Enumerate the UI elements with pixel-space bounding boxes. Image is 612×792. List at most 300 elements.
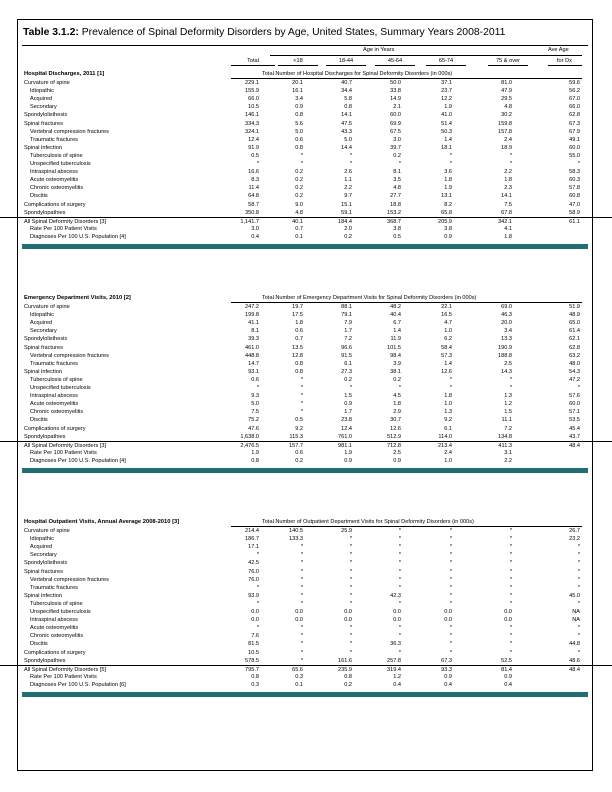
cell-under18: 65.6 <box>292 666 303 673</box>
row-label: Spondylolisthesis <box>24 560 68 567</box>
table-row <box>0 128 612 136</box>
cell-age-75-over: * <box>509 568 512 575</box>
cell-under18: 0.7 <box>295 225 303 232</box>
section-subtitle: Total Number of Hospital Discharges for Spinal Deformity Disorders (in 000s) <box>262 71 453 77</box>
cell-under18: 140.5 <box>289 528 303 534</box>
cell-age-75-over: 2.2 <box>504 457 512 464</box>
cell-under18: 0.3 <box>295 673 303 680</box>
cell-age-18-44: 184.4 <box>338 218 352 225</box>
cell-age-75-over: 1.3 <box>504 393 512 400</box>
row-label: Diagnoses Per 100 U.S. Population [4] <box>30 233 126 240</box>
cell-age-65-74: * <box>449 633 452 640</box>
col-rule-18-44 <box>326 65 366 66</box>
cell-under18: 17.5 <box>292 312 303 319</box>
cell-ave-age: 44.8 <box>569 641 580 648</box>
table-row <box>0 608 612 616</box>
cell-age-18-44: 5.0 <box>344 136 352 143</box>
cell-age-75-over: 1.5 <box>504 409 512 416</box>
row-label: Discitis <box>30 193 48 200</box>
row-label: Acquired <box>30 320 53 327</box>
cell-age-18-44: 91.5 <box>341 352 352 359</box>
table-row <box>0 600 612 608</box>
cell-under18: * <box>300 576 303 583</box>
row-label: Discitis <box>30 641 48 648</box>
table-row <box>0 160 612 168</box>
cell-under18: 40.1 <box>292 218 303 225</box>
cell-age-75-over: * <box>509 641 512 648</box>
cell-under18: 0.1 <box>295 681 303 688</box>
row-label: Discitis <box>30 417 48 424</box>
cell-under18: 0.0 <box>295 617 303 624</box>
cell-age-18-44: * <box>349 625 352 632</box>
cell-age-65-74: 22.1 <box>441 304 452 310</box>
cell-ave-age: * <box>577 568 580 575</box>
cell-age-65-74: 51.4 <box>441 120 452 127</box>
cell-age-65-74: 37.1 <box>441 80 452 86</box>
table-row <box>0 233 612 241</box>
cell-age-75-over: 81.0 <box>501 80 512 86</box>
cell-total: 7.5 <box>251 409 259 416</box>
row-label: Spondylopathies <box>24 657 66 664</box>
cell-age-18-44: 0.8 <box>344 673 352 680</box>
table-row <box>0 136 612 144</box>
row-label: Spinal infection <box>24 592 62 599</box>
cell-ave-age: 45.0 <box>569 592 580 599</box>
cell-age-65-74: 0.0 <box>444 609 452 615</box>
cell-ave-age: * <box>577 576 580 583</box>
cell-age-18-44: 981.1 <box>338 442 352 449</box>
cell-under18: 1.8 <box>295 320 303 327</box>
cell-ave-age: 26.7 <box>569 528 580 534</box>
section-divider-band <box>22 692 588 697</box>
table-row <box>0 673 612 681</box>
row-label: Rate Per 100 Patient Visits <box>30 449 97 456</box>
row-label: Acquired <box>30 96 53 103</box>
cell-total: 9.3 <box>251 393 259 400</box>
cell-age-45-64: 38.1 <box>390 368 401 375</box>
cell-age-65-74: 1.8 <box>444 177 452 184</box>
cell-under18: 0.8 <box>295 368 303 375</box>
row-label: Acute osteomyelitis <box>30 401 79 408</box>
cell-under18: 9.2 <box>295 425 303 432</box>
section-title: Emergency Department Visits, 2010 [2] <box>24 295 131 301</box>
row-label: Unspecified tuberculosis <box>30 161 91 167</box>
cell-total: 93.9 <box>248 592 259 599</box>
cell-age-75-over: 134.8 <box>498 433 512 440</box>
cell-age-45-64: * <box>398 649 401 656</box>
cell-ave-age: 23.2 <box>569 536 580 543</box>
cell-age-18-44: 0.0 <box>344 609 352 615</box>
cell-age-75-over: 46.3 <box>501 312 512 319</box>
cell-age-18-44: 14.1 <box>341 112 352 119</box>
cell-age-18-44: * <box>349 152 352 159</box>
table-row <box>0 408 612 416</box>
row-label: Chronic osteomyelitis <box>30 409 84 416</box>
cell-age-45-64: 8.1 <box>393 169 401 176</box>
cell-age-18-44: 79.1 <box>341 312 352 319</box>
cell-age-65-74: 58.4 <box>441 344 452 351</box>
cell-age-18-44: 25.9 <box>341 528 352 534</box>
cell-age-18-44: 1.7 <box>344 409 352 416</box>
cell-age-65-74: 18.1 <box>441 144 452 151</box>
cell-under18: * <box>300 625 303 632</box>
cell-age-18-44: 2.0 <box>344 225 352 232</box>
cell-age-65-74: 1.9 <box>444 104 452 111</box>
col-header-65-74: 65-74 <box>438 58 454 64</box>
row-label: Secondary <box>30 552 57 559</box>
row-label: Unspecified tuberculosis <box>30 385 91 391</box>
cell-total: 247.2 <box>245 304 259 310</box>
cell-total: 14.7 <box>248 360 259 367</box>
cell-age-65-74: 23.7 <box>441 88 452 95</box>
col-header-18-44: 18-44 <box>338 58 354 64</box>
cell-age-18-44: * <box>349 560 352 567</box>
cell-under18: * <box>300 600 303 607</box>
cell-ave-age: 53.5 <box>569 417 580 424</box>
cell-age-65-74: * <box>449 536 452 543</box>
cell-age-45-64: 67.5 <box>390 128 401 135</box>
cell-age-45-64: 27.7 <box>390 193 401 200</box>
row-label: Complications of surgery <box>24 425 86 432</box>
row-label: Traumatic fractures <box>30 584 78 591</box>
cell-age-45-64: 50.0 <box>390 80 401 86</box>
cell-age-45-64: 18.8 <box>390 201 401 208</box>
row-label: Traumatic fractures <box>30 360 78 367</box>
cell-under18: 0.2 <box>295 185 303 192</box>
cell-ave-age: * <box>577 600 580 607</box>
table-row <box>0 416 612 424</box>
cell-age-45-64: 36.3 <box>390 641 401 648</box>
table-number: Table 3.1.2: <box>23 27 79 38</box>
cell-ave-age: 45.4 <box>569 425 580 432</box>
cell-age-18-44: * <box>349 649 352 656</box>
table-row <box>0 568 612 576</box>
cell-age-75-over: * <box>509 584 512 591</box>
cell-age-75-over: * <box>509 600 512 607</box>
cell-age-18-44: 96.6 <box>341 344 352 351</box>
cell-age-65-74: 1.4 <box>444 360 452 367</box>
table-row <box>0 319 612 327</box>
cell-under18: 13.5 <box>292 344 303 351</box>
cell-age-18-44: * <box>349 592 352 599</box>
cell-total: 0.5 <box>251 152 259 159</box>
cell-age-75-over: * <box>509 536 512 543</box>
cell-age-45-64: 30.7 <box>390 417 401 424</box>
cell-ave-age: 67.3 <box>569 120 580 127</box>
cell-age-18-44: 9.7 <box>344 193 352 200</box>
cell-age-65-74: 50.3 <box>441 128 452 135</box>
cell-under18: 0.6 <box>295 328 303 335</box>
row-label: Curvature of spine <box>24 304 70 310</box>
cell-age-75-over: 3.4 <box>504 328 512 335</box>
cell-total: 17.1 <box>248 544 259 551</box>
row-label: Intraspinal abscess <box>30 393 78 400</box>
cell-age-65-74: * <box>449 552 452 559</box>
col-rule-under18 <box>278 65 318 66</box>
cell-total: 10.5 <box>248 649 259 656</box>
table-row <box>0 551 612 559</box>
table-row <box>0 368 612 376</box>
cell-ave-age: 55.0 <box>569 152 580 159</box>
cell-under18: 4.8 <box>295 209 303 216</box>
table-row <box>0 144 612 152</box>
cell-age-65-74: 0.9 <box>444 673 452 680</box>
row-label: Intraspinal abscess <box>30 617 78 624</box>
cell-age-45-64: 368.7 <box>387 218 401 225</box>
cell-age-18-44: 1.7 <box>344 328 352 335</box>
cell-under18: 0.2 <box>295 177 303 184</box>
row-label: Idiopathic <box>30 536 54 543</box>
cell-age-75-over: * <box>509 576 512 583</box>
row-label: Rate Per 100 Patient Visits <box>30 225 97 232</box>
cell-ave-age: * <box>577 161 580 167</box>
cell-age-75-over: * <box>509 385 512 391</box>
cell-age-45-64: * <box>398 600 401 607</box>
table-row <box>0 392 612 400</box>
cell-total: 0.6 <box>251 376 259 383</box>
cell-under18: 0.8 <box>295 112 303 119</box>
cell-total: * <box>256 584 259 591</box>
cell-total: 1,141.7 <box>240 218 259 225</box>
cell-age-45-64: 153.2 <box>387 209 401 216</box>
cell-total: 3.0 <box>251 225 259 232</box>
cell-age-18-44: * <box>349 552 352 559</box>
col-rule-75-over <box>488 65 528 66</box>
cell-age-75-over: 69.0 <box>501 304 512 310</box>
cell-age-45-64: 512.9 <box>387 433 401 440</box>
cell-age-18-44: * <box>349 641 352 648</box>
cell-age-45-64: 0.5 <box>393 233 401 240</box>
row-label: All Spinal Deformity Disorders [3] <box>24 218 107 225</box>
cell-age-75-over: 4.8 <box>504 104 512 111</box>
cell-age-75-over: 190.9 <box>498 344 512 351</box>
table-row <box>0 449 612 457</box>
cell-age-18-44: 5.8 <box>344 96 352 103</box>
cell-age-75-over: 67.8 <box>501 209 512 216</box>
cell-age-45-64: * <box>398 528 401 534</box>
table-row <box>0 311 612 319</box>
col-header-45-64: 45-64 <box>387 58 403 64</box>
cell-age-65-74: 3.6 <box>444 169 452 176</box>
section-title: Hospital Outpatient Visits, Annual Average 2008-2010 [3] <box>24 519 180 525</box>
cell-age-18-44: 7.2 <box>344 336 352 343</box>
row-label: Intraspinal abscess <box>30 169 78 176</box>
cell-age-45-64: 39.7 <box>390 144 401 151</box>
cell-age-65-74: 41.0 <box>441 112 452 119</box>
cell-age-75-over: 14.3 <box>501 368 512 375</box>
cell-age-75-over: * <box>509 161 512 167</box>
cell-total: 2,476.5 <box>240 442 259 449</box>
col-rule-45-64 <box>375 65 415 66</box>
total-row <box>0 217 612 225</box>
table-row <box>0 576 612 584</box>
cell-age-65-74: * <box>449 584 452 591</box>
cell-age-45-64: 101.5 <box>387 344 401 351</box>
cell-ave-age: 63.2 <box>569 352 580 359</box>
title-rule <box>22 45 588 46</box>
cell-age-65-74: * <box>449 576 452 583</box>
section-divider-band <box>22 468 588 473</box>
cell-age-18-44: 34.4 <box>341 88 352 95</box>
cell-age-45-64: * <box>398 552 401 559</box>
cell-age-18-44: * <box>349 536 352 543</box>
cell-under18: * <box>300 552 303 559</box>
cell-total: 93.1 <box>248 368 259 375</box>
cell-ave-age: 66.0 <box>569 104 580 111</box>
row-label: Rate Per 100 Patient Visits <box>30 673 97 680</box>
cell-under18: 133.3 <box>289 536 303 543</box>
cell-age-75-over: 52.5 <box>501 657 512 664</box>
cell-age-65-74: 93.3 <box>441 666 452 673</box>
cell-age-45-64: * <box>398 633 401 640</box>
cell-age-18-44: 12.4 <box>341 425 352 432</box>
cell-under18: 0.8 <box>295 144 303 151</box>
cell-age-18-44: * <box>349 161 352 167</box>
cell-age-45-64: 48.2 <box>390 304 401 310</box>
cell-ave-age: 59.6 <box>569 80 580 86</box>
total-row <box>0 441 612 449</box>
cell-ave-age: 57.8 <box>569 185 580 192</box>
col-header-total: Total <box>247 58 259 64</box>
cell-age-75-over: * <box>509 544 512 551</box>
table-row <box>0 649 612 657</box>
cell-age-18-44: 47.5 <box>341 120 352 127</box>
cell-total: 155.9 <box>245 88 259 95</box>
cell-total: 1,638.0 <box>240 433 259 440</box>
cell-age-18-44: * <box>349 568 352 575</box>
cell-age-75-over: 47.9 <box>501 88 512 95</box>
cell-age-45-64: 98.4 <box>390 352 401 359</box>
row-label: Vertebral compression fractures <box>30 352 109 359</box>
table-title-text: Prevalence of Spinal Deformity Disorders by Age, United States, Summary Years 2008-2011 <box>78 27 506 38</box>
table-row <box>0 184 612 192</box>
cell-under18: * <box>300 649 303 656</box>
cell-age-75-over: * <box>509 376 512 383</box>
cell-age-18-44: 0.9 <box>344 457 352 464</box>
cell-age-18-44: 2.6 <box>344 169 352 176</box>
cell-ave-age: * <box>577 649 580 656</box>
cell-ave-age: * <box>577 625 580 632</box>
cell-under18: * <box>300 401 303 408</box>
cell-total: 75.2 <box>248 417 259 424</box>
cell-under18: 0.2 <box>295 193 303 200</box>
row-label: Acquired <box>30 544 53 551</box>
cell-ave-age: 60.0 <box>569 401 580 408</box>
cell-age-18-44: 1.1 <box>344 177 352 184</box>
cell-under18: * <box>300 568 303 575</box>
cell-total: * <box>256 385 259 391</box>
cell-age-65-74: 65.8 <box>441 209 452 216</box>
cell-age-75-over: * <box>509 152 512 159</box>
age-group-header: Age in Years <box>363 47 395 53</box>
cell-under18: * <box>300 385 303 391</box>
table-row <box>0 335 612 343</box>
cell-ave-age: * <box>577 552 580 559</box>
cell-total: 16.6 <box>248 169 259 176</box>
cell-age-45-64: 11.9 <box>390 336 401 343</box>
cell-age-75-over: 2.5 <box>504 360 512 367</box>
cell-ave-age: 54.3 <box>569 368 580 375</box>
cell-under18: 16.1 <box>292 88 303 95</box>
cell-age-75-over: 157.8 <box>498 128 512 135</box>
cell-age-45-64: 257.8 <box>387 657 401 664</box>
row-label: Spinal infection <box>24 368 62 375</box>
cell-total: 10.5 <box>248 104 259 111</box>
cell-under18: * <box>300 393 303 400</box>
cell-total: 186.7 <box>245 536 259 543</box>
cell-age-18-44: 0.0 <box>344 617 352 624</box>
cell-age-45-64: 1.2 <box>393 673 401 680</box>
cell-age-18-44: 0.2 <box>344 681 352 688</box>
cell-age-18-44: 14.4 <box>341 144 352 151</box>
cell-ave-age: 60.8 <box>569 193 580 200</box>
row-label: All Spinal Deformity Disorders [3] <box>24 442 107 449</box>
row-label: Spinal fractures <box>24 120 63 127</box>
row-label: Chronic osteomyelitis <box>30 185 84 192</box>
cell-age-65-74: 0.9 <box>444 233 452 240</box>
cell-under18: 5.0 <box>295 128 303 135</box>
cell-total: 0.8 <box>251 457 259 464</box>
cell-age-65-74: 1.9 <box>444 185 452 192</box>
table-row <box>0 592 612 600</box>
cell-under18: 20.1 <box>292 80 303 86</box>
cell-age-65-74: 16.5 <box>441 312 452 319</box>
cell-age-45-64: 0.2 <box>393 152 401 159</box>
row-label: Complications of surgery <box>24 201 86 208</box>
cell-total: * <box>256 552 259 559</box>
cell-ave-age: 62.1 <box>569 336 580 343</box>
cell-ave-age: 56.2 <box>569 88 580 95</box>
cell-ave-age: 48.9 <box>569 312 580 319</box>
cell-total: 795.7 <box>245 666 259 673</box>
cell-ave-age: 62.8 <box>569 112 580 119</box>
row-label: Secondary <box>30 104 57 111</box>
cell-age-65-74: * <box>449 161 452 167</box>
ave-age-header-line1: Ave Age <box>548 47 569 53</box>
cell-age-75-over: 2.4 <box>504 136 512 143</box>
cell-age-45-64: * <box>398 385 401 391</box>
cell-under18: * <box>300 657 303 664</box>
cell-age-75-over: 342.1 <box>498 218 512 225</box>
cell-age-45-64: * <box>398 544 401 551</box>
table-row <box>0 400 612 408</box>
cell-under18: * <box>300 161 303 167</box>
cell-age-18-44: 59.1 <box>341 209 352 216</box>
row-label: Idiopathic <box>30 88 54 95</box>
table-row <box>0 425 612 433</box>
cell-age-45-64: 1.4 <box>393 328 401 335</box>
cell-age-65-74: * <box>449 625 452 632</box>
cell-age-65-74: 213.4 <box>438 442 452 449</box>
cell-under18: * <box>300 584 303 591</box>
table-row <box>0 201 612 209</box>
cell-ave-age: 58.9 <box>569 209 580 216</box>
table-row <box>0 360 612 368</box>
table-row <box>0 120 612 128</box>
cell-under18: 0.8 <box>295 360 303 367</box>
row-label: Spondylolisthesis <box>24 336 68 343</box>
table-row <box>0 344 612 352</box>
row-label: Secondary <box>30 328 57 335</box>
cell-total: 0.4 <box>251 233 259 240</box>
col-header-75-over: 75 & over <box>496 58 520 64</box>
table-row <box>0 225 612 233</box>
cell-ave-age: 51.9 <box>569 304 580 310</box>
cell-age-65-74: 67.3 <box>441 657 452 664</box>
table-row <box>0 303 612 311</box>
cell-age-65-74: 6.2 <box>444 336 452 343</box>
cell-total: 76.0 <box>248 568 259 575</box>
